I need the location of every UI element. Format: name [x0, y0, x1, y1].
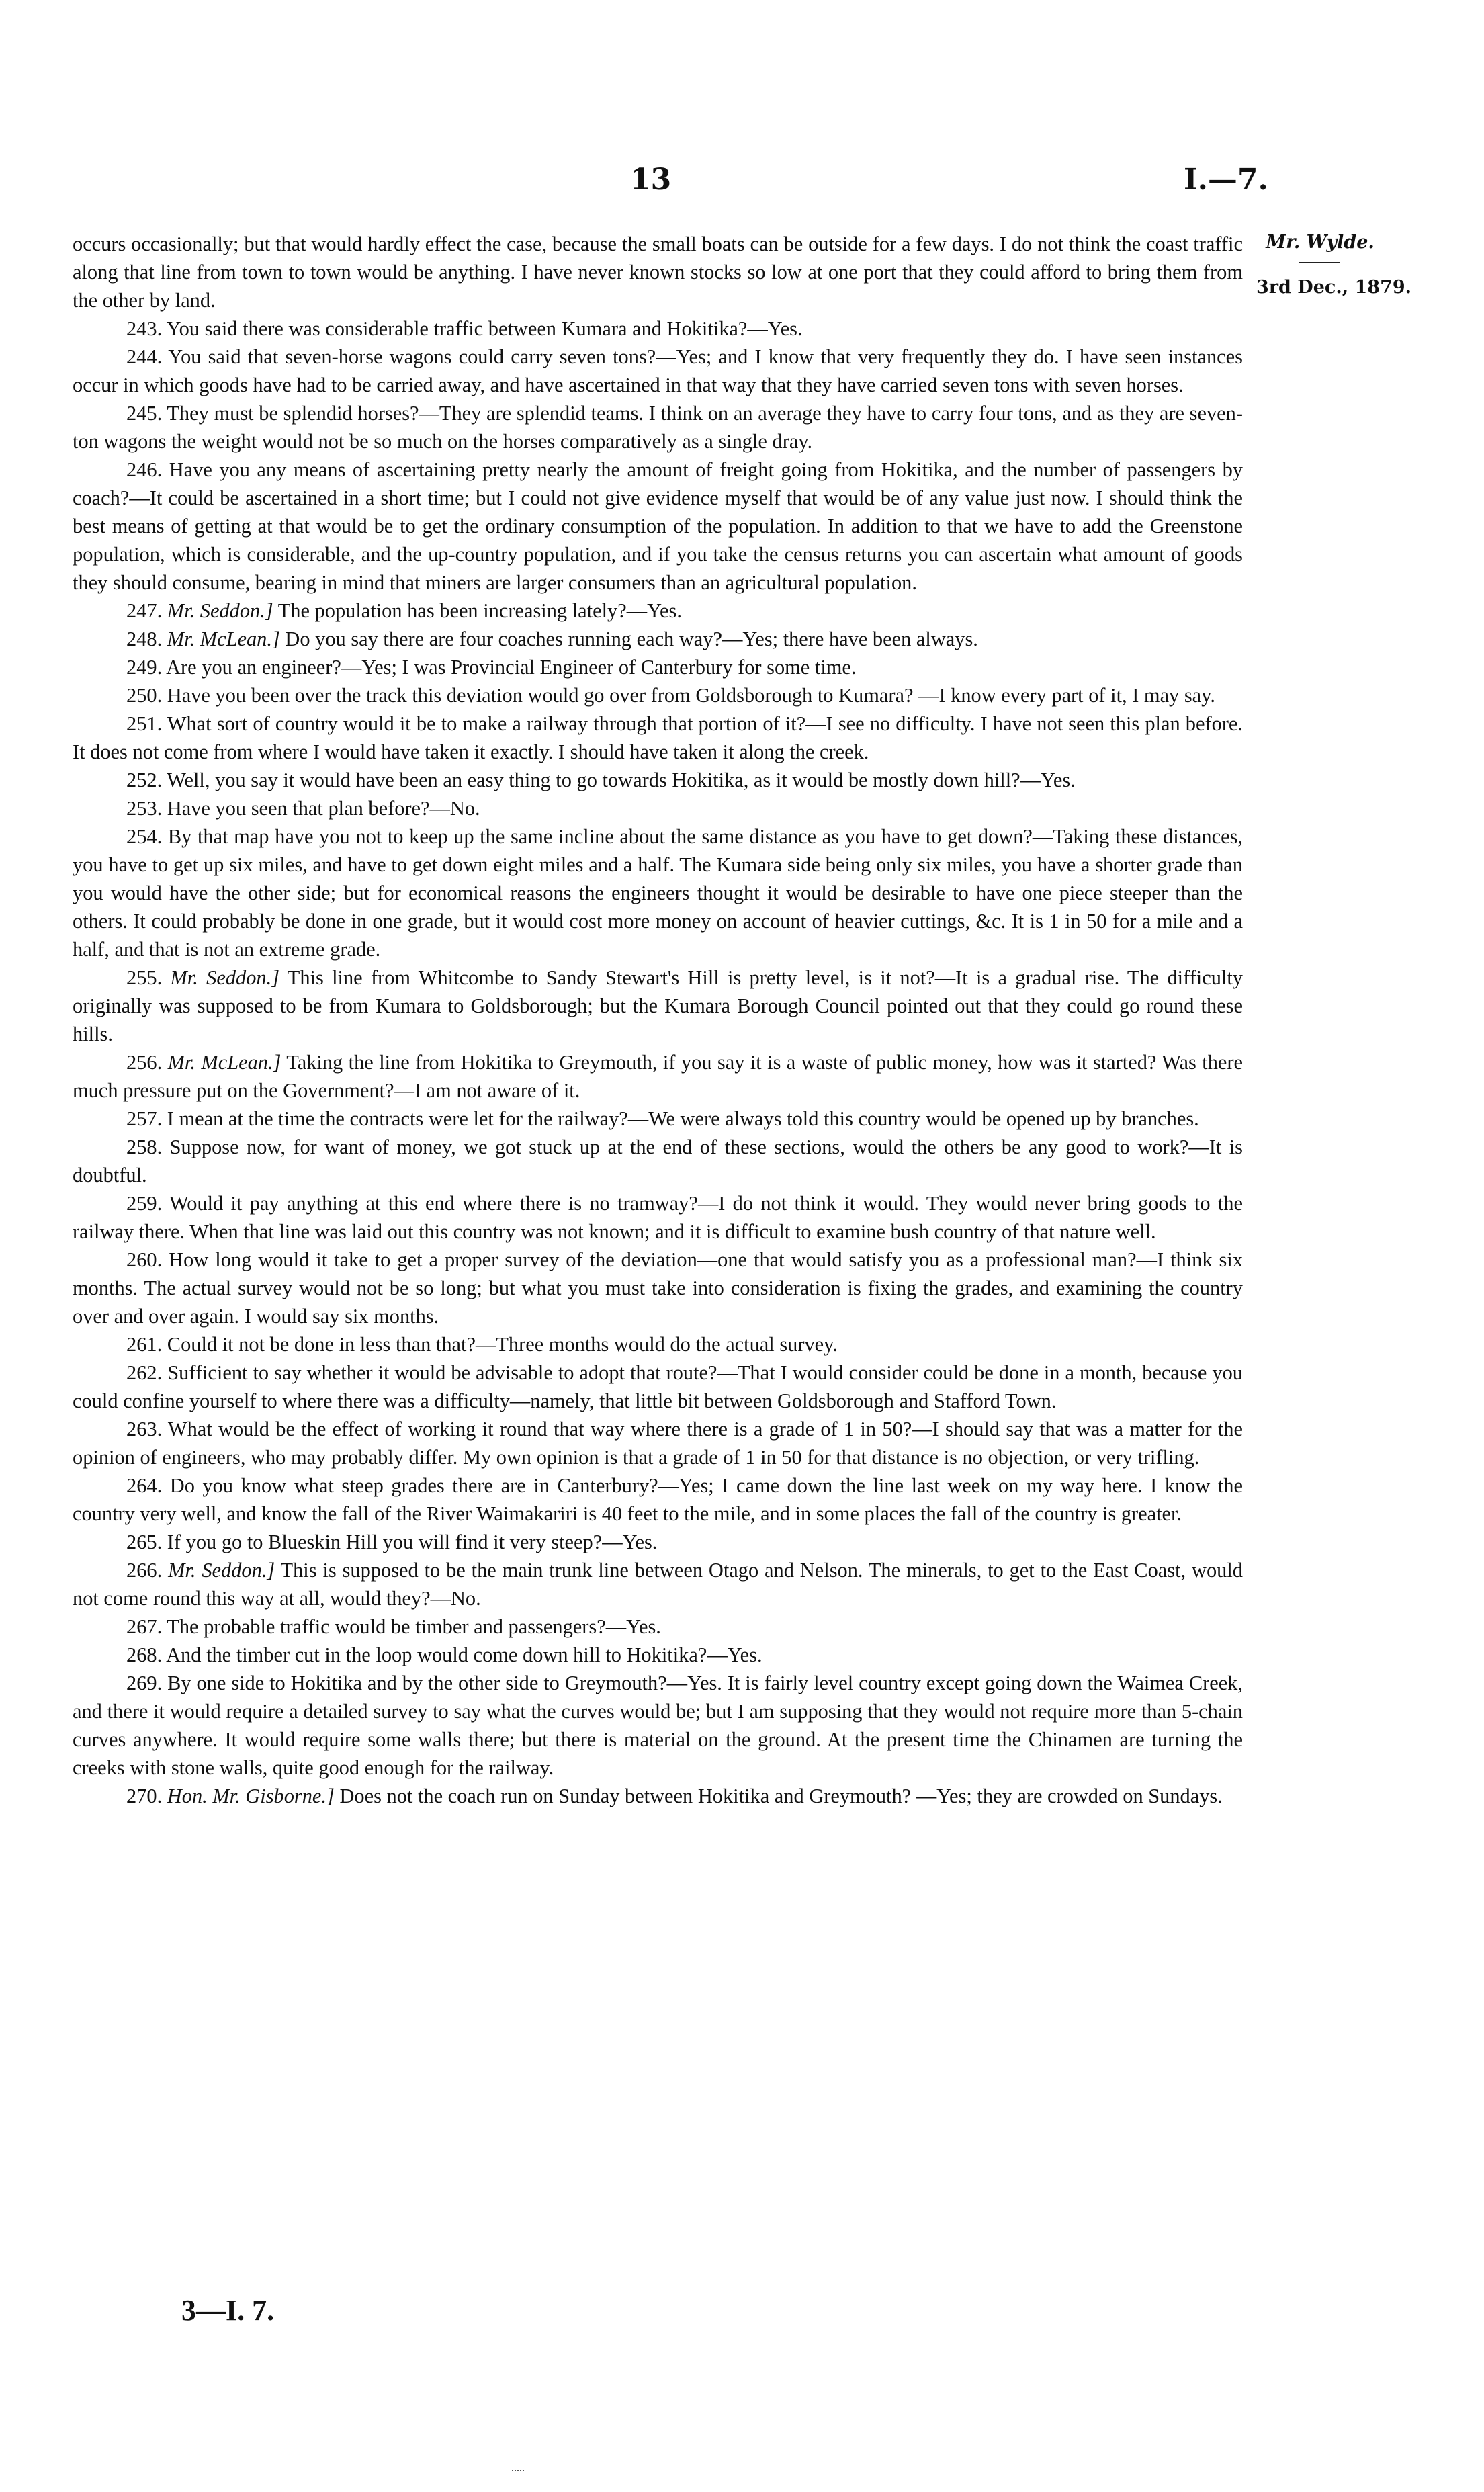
document-body: [73, 230, 1243, 1810]
page-number: 13: [630, 163, 672, 197]
question-number: 256.: [126, 1051, 163, 1074]
evidence-list: [73, 314, 1243, 1810]
question-number: 258.: [126, 1135, 163, 1158]
question-answer-text: What would be the effect of working it round that way where there is a grade of 1 in 50?—I should say that was a matter for the opinion of engineers, who may probably differ. My own opinion is that a grade of 1 in 50 for that distance is no objection, or very trifling.: [73, 1418, 1243, 1469]
evidence-paragraph: [73, 597, 1243, 625]
question-answer-text: What sort of country would it be to make a railway through that portion of it?—I see no difficulty. I have not seen this plan before. It does not come from where I would have taken it exactly. I should have taken it along the creek.: [73, 712, 1243, 763]
question-number: 262.: [126, 1361, 163, 1384]
question-answer-text: And the timber cut in the loop would come down hill to Hokitika?—Yes.: [166, 1643, 762, 1666]
evidence-paragraph: [73, 399, 1243, 456]
question-answer-text: Have you any means of ascertaining pretty nearly the amount of freight going from Hokitika, and the number of passengers by coach?—It could be ascertained in a short time; but I could not give evidence myself that would be of any value just now. I should think the best means of getting at that would be to get the ordinary consumption of the population. In addition to that we have to add the Greenstone population, which is considerable, and the up-country population, and if you take the census returns you can ascertain what amount of goods they should consume, bearing in mind that miners are larger consumers than an agricultural population.: [73, 458, 1243, 594]
evidence-paragraph: [73, 1782, 1243, 1810]
question-number: 250.: [126, 684, 163, 707]
question-number: 243.: [126, 317, 163, 340]
evidence-paragraph: [73, 822, 1243, 963]
margin-notes: [1256, 232, 1458, 298]
evidence-paragraph: [73, 1133, 1243, 1189]
speaker-name: Mr. Seddon.]: [170, 966, 280, 989]
question-number: 255.: [126, 966, 163, 989]
question-number: 266.: [126, 1559, 163, 1582]
question-number: 251.: [126, 712, 163, 735]
speaker-name: Mr. Seddon.]: [168, 1559, 275, 1582]
print-speck: [512, 2464, 524, 2471]
question-answer-text: Could it not be done in less than that?—Three months would do the actual survey.: [167, 1333, 838, 1356]
margin-date: 3rd Dec., 1879.: [1256, 277, 1412, 298]
question-answer-text: Taking the line from Hokitika to Greymouth, if you say it is a waste of public money, how was it started? Was there much pressure put on the Government?—I am not aware of it.: [73, 1051, 1243, 1102]
question-number: 264.: [126, 1474, 163, 1497]
question-number: 257.: [126, 1107, 163, 1130]
evidence-paragraph: [73, 681, 1243, 710]
question-number: 244.: [126, 345, 163, 368]
question-number: 254.: [126, 825, 163, 848]
question-number: 270.: [126, 1785, 163, 1807]
evidence-paragraph: [73, 1048, 1243, 1105]
question-answer-text: They must be splendid horses?—They are splendid teams. I think on an average they have to carry four tons, and as they are seven-ton wagons the weight would not be so much on the horses comparatively as a single dray.: [73, 402, 1243, 453]
sheet-signature: 3—I. 7.: [181, 2294, 275, 2327]
speaker-name: Mr. Seddon.]: [167, 599, 273, 622]
question-answer-text: You said that seven-horse wagons could carry seven tons?—Yes; and I know that very frequently they do. I have seen instances occur in which goods have had to be carried away, and have ascertained in that way that they have carried seven tons with seven horses.: [73, 345, 1243, 396]
evidence-paragraph: [73, 1641, 1243, 1669]
page-reference: I.—7.: [1184, 163, 1268, 197]
question-answer-text: Do you know what steep grades there are in Canterbury?—Yes; I came down the line last week on my way here. I know the country very well, and know the fall of the River Waimakariri is 40 feet to the mile, and in some places the fall of the country is greater.: [73, 1474, 1243, 1525]
question-answer-text: This is supposed to be the main trunk line between Otago and Nelson. The minerals, to get to the East Coast, would not come round this way at all, would they?—No.: [73, 1559, 1243, 1610]
question-answer-text: By one side to Hokitika and by the other side to Greymouth?—Yes. It is fairly level country except going down the Waimea Creek, and there it would require a detailed survey to say what the curves would be; but I am supposing that they would not require more than 5-chain curves anywhere. It would require some walls there; but there is material on the ground. At the present time the Chinamen are turning the creeks with stone walls, quite good enough for the railway.: [73, 1672, 1243, 1779]
speaker-name: Hon. Mr. Gisborne.]: [167, 1785, 335, 1807]
evidence-paragraph: [73, 625, 1243, 653]
evidence-paragraph: [73, 314, 1243, 343]
question-number: 245.: [126, 402, 163, 425]
question-answer-text: If you go to Blueskin Hill you will find it very steep?—Yes.: [167, 1531, 658, 1553]
evidence-paragraph: [73, 653, 1243, 681]
question-answer-text: This line from Whitcombe to Sandy Stewart's Hill is pretty level, is it not?—It is a gradual rise. The difficulty originally was supposed to be from Kumara to Goldsborough; but the Kumara Borough Council pointed out that they could go round these hills.: [73, 966, 1243, 1045]
evidence-paragraph: [73, 710, 1243, 766]
evidence-paragraph: [73, 1528, 1243, 1556]
evidence-paragraph: [73, 1556, 1243, 1613]
margin-witness-name: Mr. Wylde.: [1266, 232, 1374, 253]
evidence-paragraph: [73, 766, 1243, 794]
question-number: 267.: [126, 1615, 163, 1638]
question-number: 261.: [126, 1333, 163, 1356]
evidence-paragraph: [73, 1189, 1243, 1246]
question-answer-text: Sufficient to say whether it would be advisable to adopt that route?—That I would consider could be done in a month, because you could confine yourself to where there was a difficulty—namely, that little bit between Goldsborough and Stafford Town.: [73, 1361, 1243, 1412]
evidence-paragraph: [73, 1613, 1243, 1641]
evidence-paragraph: [73, 1246, 1243, 1330]
evidence-paragraph: [73, 1330, 1243, 1359]
question-number: 268.: [126, 1643, 163, 1666]
evidence-paragraph: [73, 794, 1243, 822]
speaker-name: Mr. McLean.]: [167, 1051, 281, 1074]
margin-divider: [1299, 262, 1340, 263]
evidence-paragraph: [73, 343, 1243, 399]
question-answer-text: Have you been over the track this deviation would go over from Goldsborough to Kumara? —I know every part of it, I may say.: [167, 684, 1215, 707]
evidence-paragraph: [73, 1669, 1243, 1782]
question-number: 263.: [126, 1418, 163, 1441]
page-header: [0, 163, 1484, 203]
question-number: 247.: [126, 599, 163, 622]
evidence-paragraph: [73, 1359, 1243, 1415]
question-answer-text: How long would it take to get a proper survey of the deviation—one that would satisfy you as a professional man?—I think six months. The actual survey would not be so long; but what you must take into consideration is fixing the grades, and examining the country over and over again. I would say six months.: [73, 1248, 1243, 1328]
question-answer-text: Are you an engineer?—Yes; I was Provincial Engineer of Canterbury for some time.: [166, 656, 857, 679]
evidence-paragraph: [73, 1471, 1243, 1528]
question-number: 260.: [126, 1248, 163, 1271]
question-number: 246.: [126, 458, 163, 481]
evidence-paragraph: [73, 456, 1243, 597]
speaker-name: Mr. McLean.]: [167, 628, 280, 650]
question-number: 253.: [126, 797, 163, 820]
question-answer-text: The population has been increasing lately?—Yes.: [277, 599, 682, 622]
question-answer-text: Does not the coach run on Sunday between Hokitika and Greymouth? —Yes; they are crowded on Sundays.: [339, 1785, 1223, 1807]
question-answer-text: The probable traffic would be timber and passengers?—Yes.: [167, 1615, 661, 1638]
question-answer-text: Suppose now, for want of money, we got stuck up at the end of these sections, would the others be any good to work?—It is doubtful.: [73, 1135, 1243, 1187]
question-number: 252.: [126, 769, 163, 791]
question-answer-text: You said there was considerable traffic between Kumara and Hokitika?—Yes.: [166, 317, 803, 340]
question-answer-text: Have you seen that plan before?—No.: [167, 797, 480, 820]
question-number: 265.: [126, 1531, 163, 1553]
question-answer-text: I mean at the time the contracts were let for the railway?—We were always told this country would be opened up by branches.: [167, 1107, 1199, 1130]
question-number: 269.: [126, 1672, 163, 1694]
question-number: 249.: [126, 656, 163, 679]
question-number: 259.: [126, 1192, 163, 1215]
evidence-paragraph: [73, 1105, 1243, 1133]
opening-paragraph: occurs occasionally; but that would hardly effect the case, because the small boats can be outside for a few days. I do not think the coast traffic along that line from town to town would be anything. I have never known stocks so low at one port that they could afford to bring them from the other by land.: [73, 232, 1243, 312]
question-answer-text: Do you say there are four coaches running each way?—Yes; there have been always.: [285, 628, 978, 650]
evidence-paragraph: [73, 963, 1243, 1048]
evidence-paragraph: [73, 1415, 1243, 1471]
question-answer-text: By that map have you not to keep up the same incline about the same distance as you have to get down?—Taking these distances, you have to get up six miles, and have to get down eight miles and a half. The Kumara side being only six miles, you have a shorter grade than you would have the other side; but for economical reasons the engineers thought it would be desirable to have one piece steeper than the others. It could probably be done in one grade, but it would cost more money on account of heavier cuttings, &c. It is 1 in 50 for a mile and a half, and that is not an extreme grade.: [73, 825, 1243, 961]
question-answer-text: Well, you say it would have been an easy thing to go towards Hokitika, as it would be mostly down hill?—Yes.: [167, 769, 1076, 791]
question-number: 248.: [126, 628, 163, 650]
question-answer-text: Would it pay anything at this end where there is no tramway?—I do not think it would. They would never bring goods to the railway there. When that line was laid out this country was not known; and it is difficult to examine bush country of that nature well.: [73, 1192, 1243, 1243]
